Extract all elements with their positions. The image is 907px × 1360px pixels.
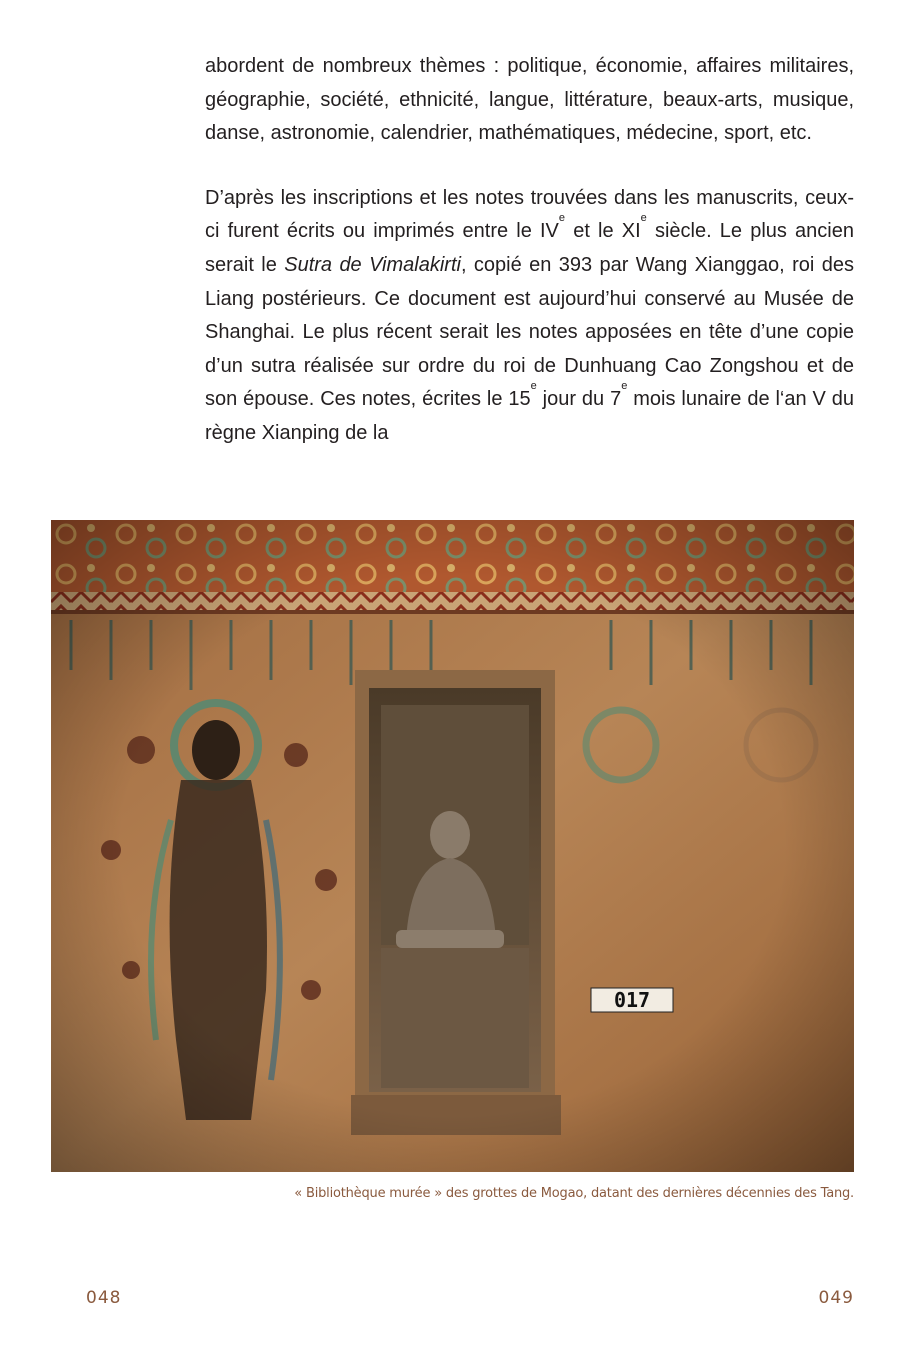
body-text (205, 50, 854, 482)
cave-photograph (51, 520, 854, 1172)
page-number-right: 049 (818, 1288, 854, 1308)
sutra-title: Sutra de Vimalakirti (284, 253, 461, 276)
paragraph-2: D’après les inscriptions et les notes trouvées dans les manuscrits, ceux-ci furent écrits ou imprimés entre le IVe et le XIe siècle. Le plus ancien serait le Sutra de Vimalakirti, copié en 393 par Wang Xianggao, roi des Liang postérieurs. Ce document est aujourd’hui conservé au Musée de Shanghai. Le plus récent serait les notes apposées en tête d’une copie d’un sutra réalisée sur ordre du roi de Dunhuang Cao Zongshou et de son épouse. Ces notes, écrites le 15e jour du 7e mois lunaire de l‘an V du règne Xianping de la (205, 186, 855, 444)
page-number-left: 048 (86, 1288, 122, 1308)
photo-caption: « Bibliothèque murée » des grottes de Mogao, datant des dernières décennies des Tang. (294, 1186, 854, 1201)
paragraph-1: abordent de nombreux thèmes : politique, économie, affaires militaires, géographie, société, ethnicité, langue, littérature, beaux-arts, musique, danse, astronomie, calendrier, mathématiques, médecine, sport, etc. (205, 55, 854, 145)
